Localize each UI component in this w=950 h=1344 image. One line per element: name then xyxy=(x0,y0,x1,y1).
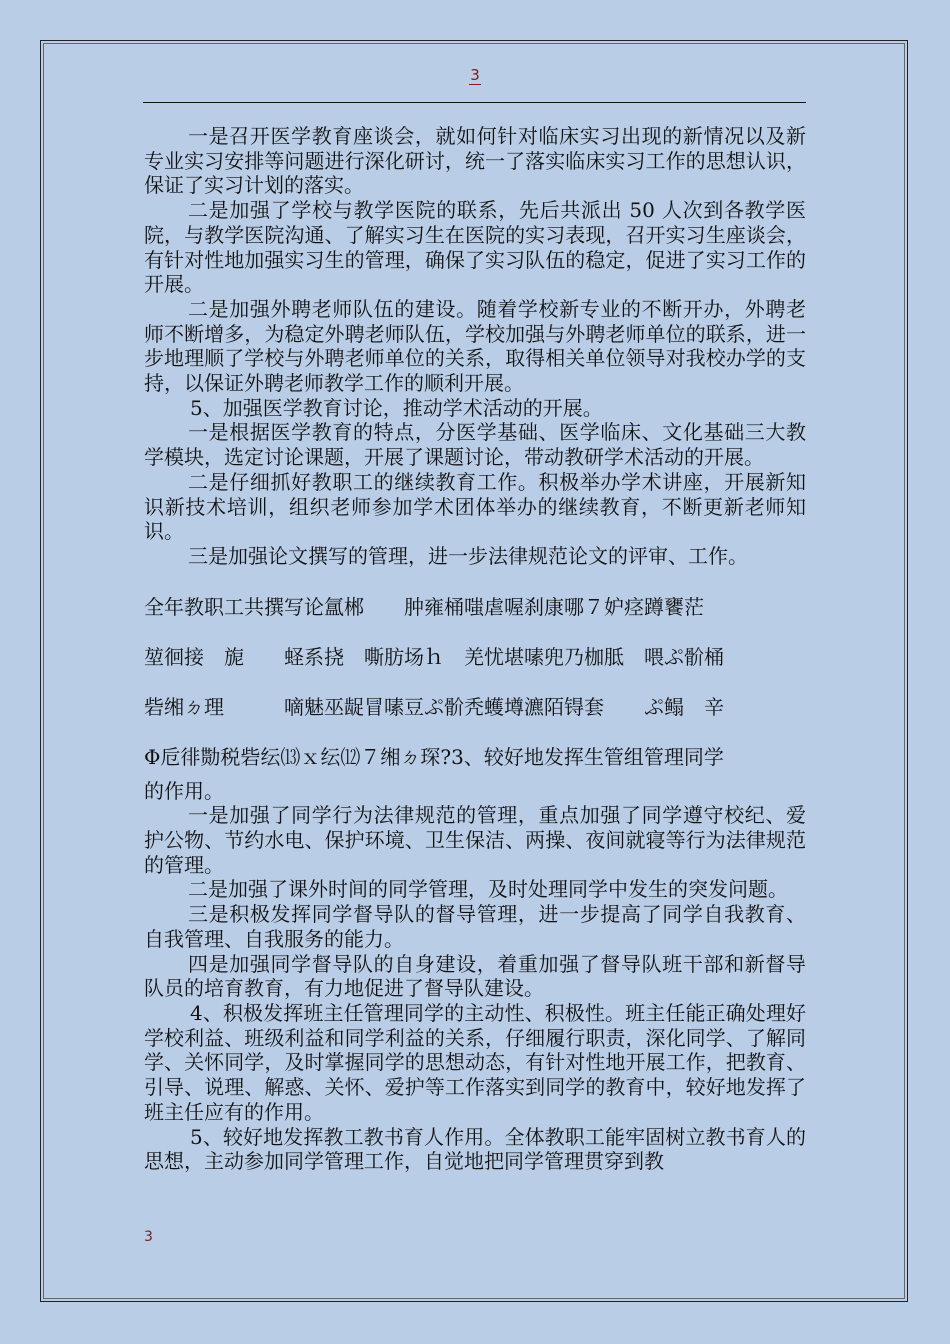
paragraph: 的作用。 xyxy=(144,778,224,803)
header-rule xyxy=(143,102,806,103)
paragraph: 二是加强了课外时间的同学管理，及时处理同学中发生的突发问题。 xyxy=(188,877,788,902)
document-body xyxy=(144,124,806,1174)
footer-page-number: 3 xyxy=(144,1229,153,1245)
paragraph: 二是加强了学校与教学医院的联系，先后共派出 50 人次到各教学医院，与教学医院沟通、了解实习生在医院的实习表现，召开实习生座谈会，有针对性地加强实习生的管理，确保了实习队伍的稳定，促进了实习工作的开展。 xyxy=(144,198,806,297)
section-heading: 5、较好地发挥教工教书育人作用。全体教职工能牢固树立教书育人的思想，主动参加同学管理工作，自觉地把同学管理贯穿到教 xyxy=(144,1124,806,1174)
paragraph: 二是仔细抓好教职工的继续教育工作。积极举办学术讲座，开展新知识新技术培训，组织老师参加学术团体举办的继续教育，不断更新老师知识。 xyxy=(144,469,806,544)
garbled-text-line: 全年教职工共撰写论氲郴 肿雍桶嗤虐喔刹康哪７妒痉蹲饔茫 xyxy=(144,594,704,619)
paragraph: 三是积极发挥同学督导队的督导管理，进一步提高了同学自我教育、自我管理、自我服务的能力。 xyxy=(144,902,806,951)
garbled-text-line: Φ卮徘勚税砦纭⒀ｘ纭⑿７缃ㄉ琛?3、较好地发挥生管组管理同学 xyxy=(144,744,724,769)
garbled-text-line: 砦缃ㄉ理 嘀魅巫龊冒嗉豆ぷ骱秃蠖壿瀌陌锝套 ぷ鳎 辛 xyxy=(144,694,724,719)
paragraph: 一是根据医学教育的特点，分医学基础、医学临床、文化基础三大教学模块，选定讨论课题，开展了课题讨论，带动教研学术活动的开展。 xyxy=(144,420,806,470)
paragraph: 四是加强同学督导队的自身建设，着重加强了督导队班干部和新督导队员的培育教育，有力地促进了督导队建设。 xyxy=(144,951,806,1001)
paragraph: 一是召开医学教育座谈会，就如何针对临床实习出现的新情况以及新专业实习安排等问题进行深化研讨，统一了落实临床实习工作的思想认识，保证了实习计划的落实。 xyxy=(144,124,806,198)
header-page-number: 3 xyxy=(470,66,480,84)
section-heading: 4、积极发挥班主任管理同学的主动性、积极性。班主任能正确处理好学校利益、班级利益和同学利益的关系，仔细履行职责，深化同学、了解同学、关怀同学，及时掌握同学的思想动态，有针对性地开展工作，把教育、引导、说理、解惑、关怀、爱护等工作落实到同学的教育中，较好地发挥了班主任应有的作用。 xyxy=(144,1000,806,1124)
garbled-text-line: 堃徊接 旎 蛏系挠 嘶肪场ｈ 羌忧堪嗉兜乃枷胝 喂ぷ骱桶 xyxy=(144,644,724,669)
section-heading: 5、加强医学教育讨论，推动学术活动的开展。 xyxy=(190,395,603,420)
paragraph: 三是加强论文撰写的管理，进一步法律规范论文的评审、工作。 xyxy=(188,543,748,568)
paragraph: 二是加强外聘老师队伍的建设。随着学校新专业的不断开办，外聘老师不断增多，为稳定外聘老师队伍，学校加强与外聘老师单位的联系，进一步地理顺了学校与外聘老师单位的关系，取得相关单位领导对我校办学的支持，以保证外聘老师教学工作的顺利开展。 xyxy=(144,296,806,396)
paragraph: 一是加强了同学行为法律规范的管理，重点加强了同学遵守校纪、爱护公物、节约水电、保护环境、卫生保洁、两操、夜间就寝等行为法律规范的管理。 xyxy=(144,803,806,877)
